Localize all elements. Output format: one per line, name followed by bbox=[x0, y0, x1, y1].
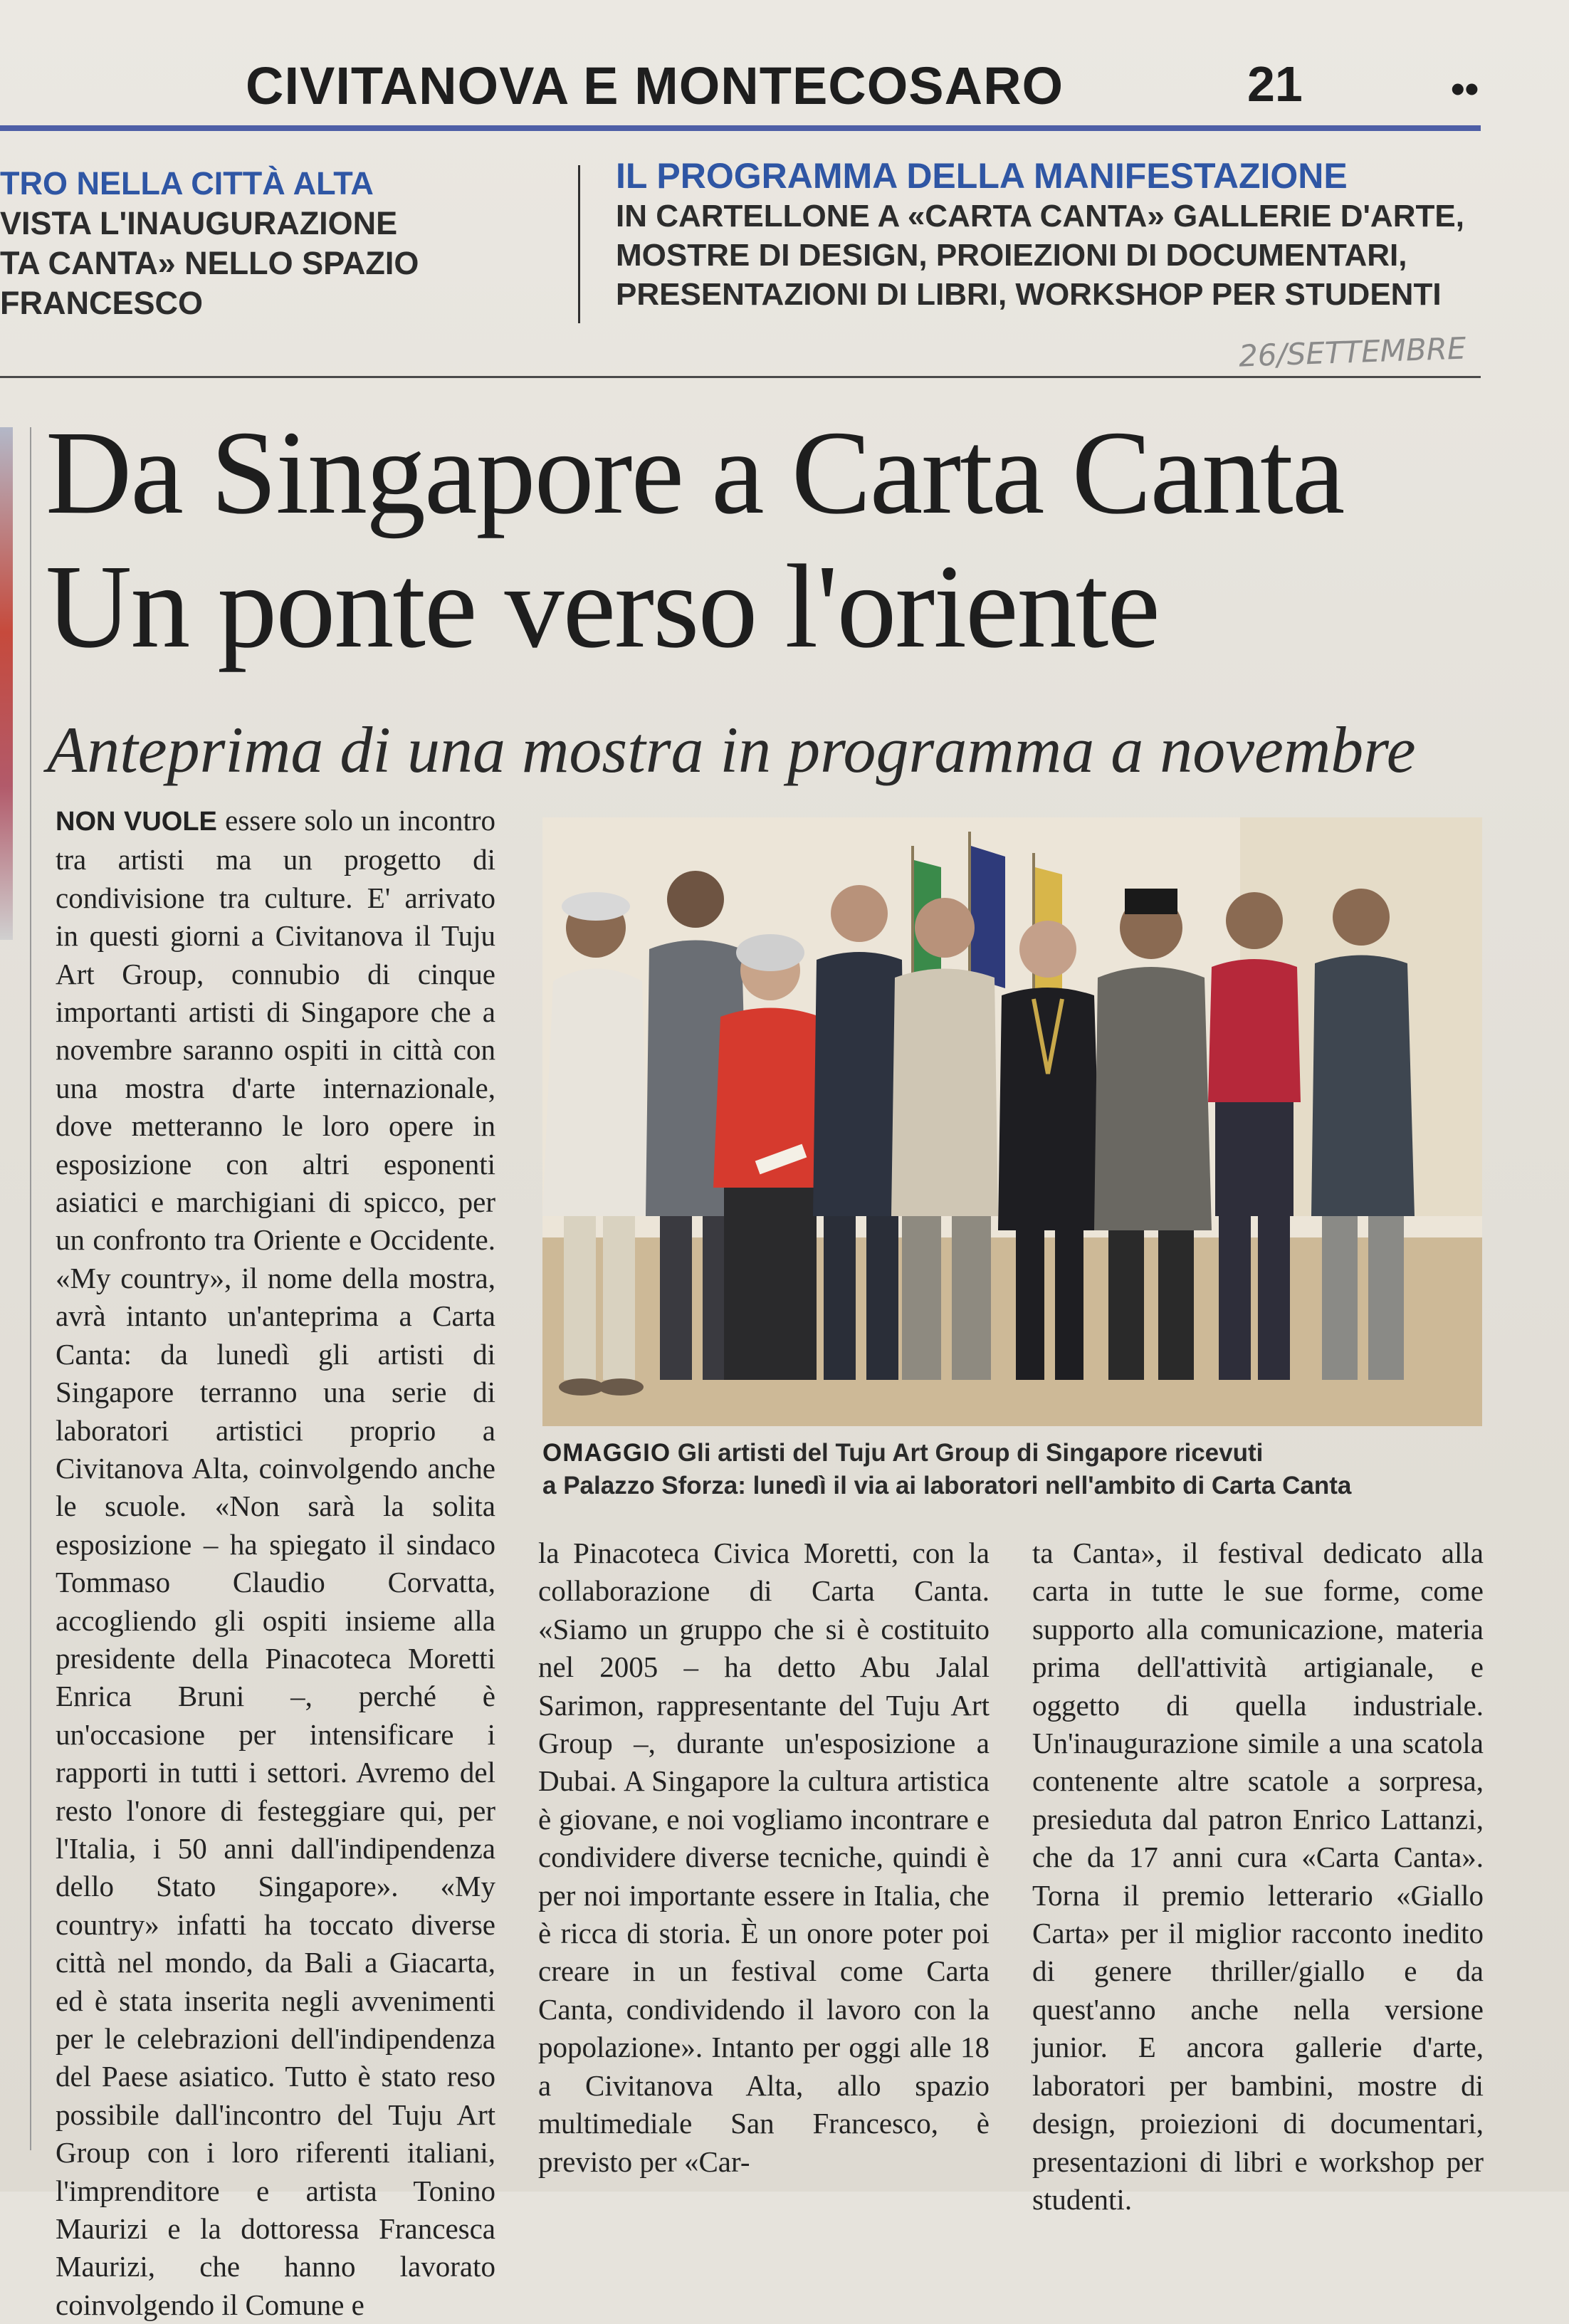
caption-lead: OMAGGIO bbox=[542, 1439, 671, 1467]
article-column-2: la Pinacoteca Civica Moretti, con la collaborazione di Carta Canta. «Siamo un gruppo che si è costituito nel 2005 – ha detto Abu Jalal Sarimon, rappresentante del Tuju Art Group –, durante un'esposizione a Dubai. A Singapore la cultura artistica è giovane, e noi vogliamo incontrare e condividere diverse tecniche, quindi è per noi importante essere in Italia, che è ricca di storia. È un onore poter poi creare in un festival come Carta Canta, condividendo il lavoro con la popolazione». Intanto per oggi alle 18 a Civitanova Alta, allo spazio multimediale San Francesco, è previsto per «Car- bbox=[538, 1537, 990, 2178]
flag-eu bbox=[971, 846, 1005, 988]
section-title: CIVITANOVA E MONTECOSARO bbox=[246, 56, 1064, 115]
kicker-left-line3: TA CANTA» NELLO SPAZIO bbox=[0, 245, 419, 281]
kicker-right-line2: IN CARTELLONE A «CARTA CANTA» GALLERIE D'ARTE, bbox=[616, 199, 1464, 234]
headline bbox=[46, 406, 1541, 674]
photo-caption bbox=[542, 1437, 1496, 1502]
caption-text-2: a Palazzo Sforza: lunedì il via ai laboratori nell'ambito di Carta Canta bbox=[542, 1472, 1352, 1499]
kicker-right bbox=[616, 155, 1513, 314]
kicker-left-line2: VISTA L'INAUGURAZIONE bbox=[0, 205, 398, 241]
header-dots: •• bbox=[1451, 66, 1479, 111]
kicker-left-line4: FRANCESCO bbox=[0, 285, 204, 321]
page-number: 21 bbox=[1247, 56, 1303, 112]
caption-text-1: Gli artisti del Tuju Art Group di Singapore ricevuti bbox=[671, 1439, 1264, 1467]
headline-line1: Da Singapore a Carta Canta bbox=[46, 407, 1344, 539]
top-rule bbox=[0, 376, 1481, 378]
kicker-left-line1: TRO NELLA CITTÀ ALTA bbox=[0, 165, 374, 201]
header-rule bbox=[0, 125, 1481, 131]
kicker-separator bbox=[578, 165, 580, 323]
column-1-text: essere solo un incontro tra artisti ma un progetto di condivisione tra culture. E' arrivato in questi giorni a Civitanova il Tuju Art Group, connubio di cinque importanti artisti di Singapore che a novembre saranno ospiti in città con una mostra d'arte internazionale, dove metteranno le loro opere in esposizione con altri esponenti asiatici e marchigiani di spicco, per un confronto tra Oriente e Occidente. «My country», il nome della mostra, avrà intanto un'anteprima a Carta Canta: da lunedì gli artisti di Singapore terranno una serie di laboratori artistici proprio a Civitanova Alta, coinvolgendo anche le scuole. «Non sarà la solita esposizione – ha spiegato il sindaco Tommaso Claudio Corvatta, accogliendo gli ospiti insieme alla presidente della Pinacoteca Moretti Enrica Bruni –, perché è un'occasione per intensificare i rapporti in tutti i settori. Avremo del resto l'onore di festeggiare qui, per l'Italia, i 50 anni dall'indipendenza dello Stato Singapore». «My country» infatti ha toccato diverse città nel mondo, da Bali a Giacarta, ed è stata inserita negli avvenimenti per le celebrazioni dell'indipendenza del Paese asiatico. Tutto è stato reso possibile dall'incontro del Tuju Art Group con i loro riferenti italiani, l'imprenditore e artista Tonino Maurizi e la dottoressa Francesca Maurizi, che hanno lavorato coinvolgendo il Comune e bbox=[56, 804, 496, 2321]
article-column-1 bbox=[56, 802, 495, 2324]
lead-word: NON VUOLE bbox=[56, 807, 217, 837]
kicker-right-line4: PRESENTAZIONI DI LIBRI, WORKSHOP PER STUDENTI bbox=[616, 277, 1442, 312]
kicker-right-line1: IL PROGRAMMA DELLA MANIFESTAZIONE bbox=[616, 156, 1348, 196]
handwritten-date-note: 26/SETTEMBRE bbox=[1238, 330, 1467, 374]
subheadline: Anteprima di una mostra in programma a novembre bbox=[47, 713, 1416, 786]
headline-line2: Un ponte verso l'oriente bbox=[46, 540, 1159, 673]
kicker-left bbox=[0, 164, 541, 323]
kicker-right-line3: MOSTRE DI DESIGN, PROIEZIONI DI DOCUMENTARI, bbox=[616, 238, 1407, 273]
caption-line1 bbox=[542, 1437, 1496, 1470]
left-column-rule bbox=[30, 427, 31, 2150]
adjacent-page-edge-image bbox=[0, 427, 13, 940]
group-photo-illustration bbox=[542, 817, 1482, 1426]
article-column-3: ta Canta», il festival dedicato alla carta in tutte le sue forme, come supporto alla comunicazione, materia prima dell'attività artigianale, e oggetto di quella industriale. Un'inaugurazione simile a una scatola contenente altre scatole a sorpresa, presieduta dal patron Enrico Lattanzi, che da 17 anni cura «Carta Canta». Torna il premio letterario «Giallo Carta» per il miglior racconto inedito di genere thriller/giallo e da quest'anno anche nella versione junior. E ancora gallerie d'arte, laboratori per bambini, mostre di design, proiezioni di documentari, presentazioni di libri e workshop per studenti. bbox=[1032, 1537, 1484, 2216]
group-photo bbox=[542, 817, 1482, 1426]
